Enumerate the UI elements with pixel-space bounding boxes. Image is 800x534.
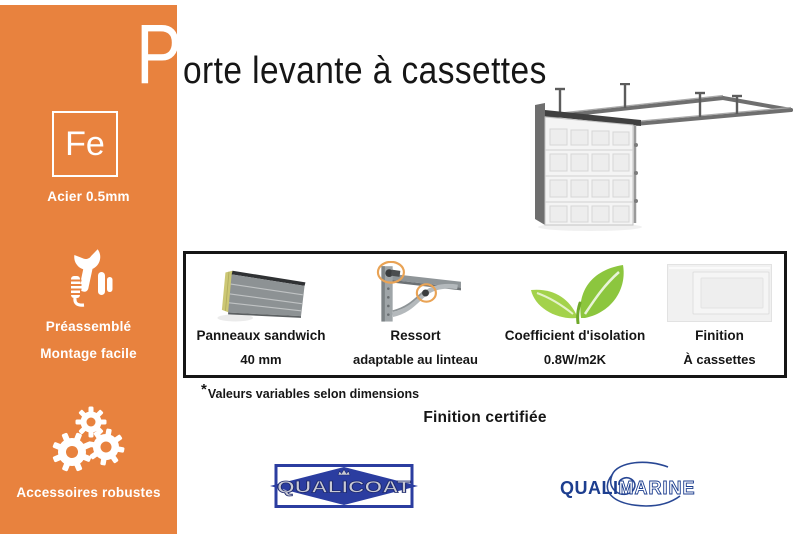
qualimarine-text: QUALIMARINE xyxy=(560,478,696,498)
footnote-asterisk: * xyxy=(201,381,207,398)
fe-symbol: Fe xyxy=(65,124,105,163)
gears-icon xyxy=(0,405,177,477)
qualicoat-logo xyxy=(268,463,420,509)
wrench-icon xyxy=(0,242,177,312)
feature-value: adaptable au linteau xyxy=(353,352,478,367)
feature-spring xyxy=(336,254,495,375)
garage-door-illustration xyxy=(505,83,795,233)
feature-label: Finition xyxy=(695,328,744,343)
spring-lintel-image xyxy=(360,260,472,326)
leaf-icon xyxy=(523,260,628,326)
certification-heading: Finition certifiée xyxy=(423,409,547,426)
steel-fe-icon xyxy=(52,111,118,177)
accessories-label: Accessoires robustes xyxy=(16,485,161,500)
feature-value: 40 mm xyxy=(240,352,282,367)
feature-label: Ressort xyxy=(390,328,441,343)
feature-value: À cassettes xyxy=(683,352,756,367)
title-rest: orte levante à cassettes xyxy=(183,50,547,92)
assembly-label-2: Montage facile xyxy=(40,346,137,361)
feature-label: Panneaux sandwich xyxy=(196,328,326,343)
qualicoat-text: QUALICOAT xyxy=(277,477,412,497)
feature-insulation xyxy=(495,254,655,375)
gears-icon-svg xyxy=(50,405,128,477)
feature-label: Coefficient d'isolation xyxy=(504,328,646,343)
feature-value: 0.8W/m2K xyxy=(543,352,607,367)
assembly-label-1: Préassemblé xyxy=(45,319,132,334)
wrench-icon-svg xyxy=(65,242,113,312)
features-box xyxy=(183,251,787,378)
feature-finish xyxy=(655,254,784,375)
steel-label: Acier 0.5mm xyxy=(47,189,130,204)
qualimarine-logo xyxy=(556,458,708,510)
feature-sandwich-panel xyxy=(186,254,336,375)
cassette-finish-image xyxy=(667,260,772,326)
title-initial: P xyxy=(136,7,182,101)
footnote-text: Valeurs variables selon dimensions xyxy=(207,387,420,401)
footnote xyxy=(201,381,419,401)
sandwich-panel-image xyxy=(202,260,320,326)
